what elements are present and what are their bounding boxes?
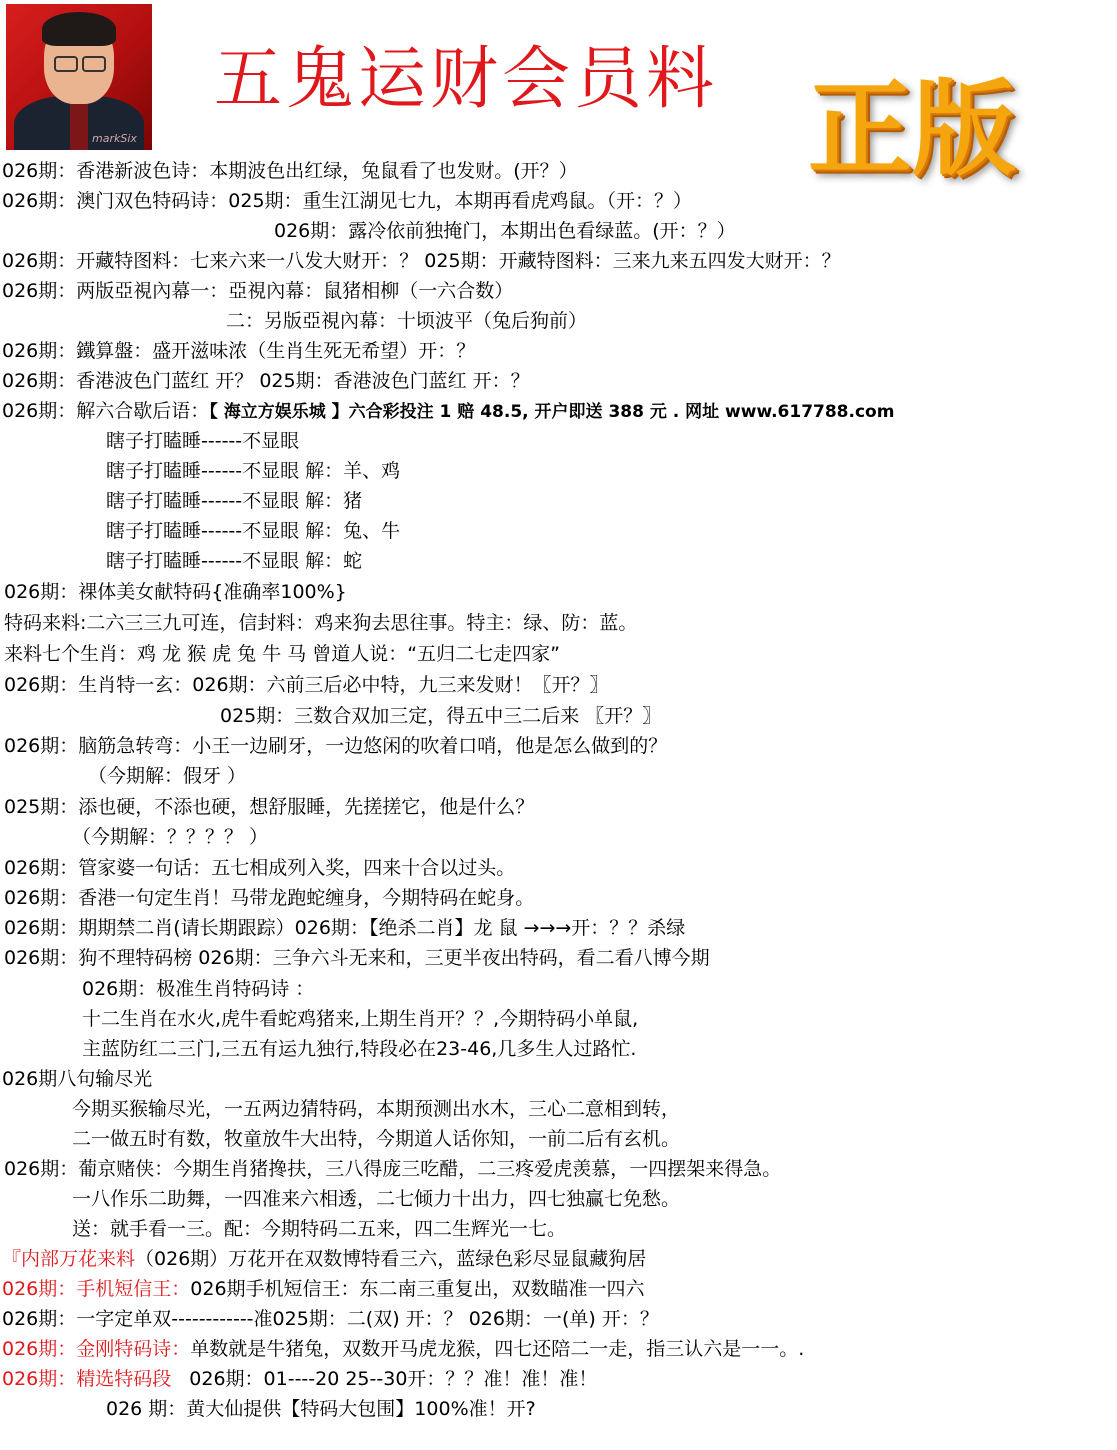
text-line: 026期：裸体美女献特码{准确率100%}	[4, 581, 347, 603]
text-line: 026期：生肖特一玄：026期：六前三后必中特，九三来发财！〖开？〗	[4, 674, 609, 696]
text-line: （今期解：？？？？ ）	[72, 826, 269, 848]
red-label: 026期：手机短信王：	[2, 1278, 191, 1300]
text-line: 十二生肖在水火,虎牛看蛇鸡猪来,上期生肖开？？,今期特码小单鼠,	[82, 1008, 639, 1030]
text-line: 来料七个生肖：鸡 龙 猴 虎 兔 牛 马 曾道人说：“五归二七走四家”	[4, 643, 560, 665]
text-line: 026期：露冷依前独掩门，本期出色看绿蓝。(开：？）	[274, 220, 736, 242]
text-line: 026期：鐵算盤：盛开滋味浓（生肖生死无希望）开：？	[2, 340, 476, 362]
text-line: 026期：香港波色门蓝红 开？ 025期：香港波色门蓝红 开：？	[2, 370, 530, 392]
text-line: 026期：狗不理特码榜 026期：三争六斗无来和，三更半夜出特码，看二看八博今期	[4, 947, 710, 969]
text-line	[2, 398, 894, 425]
ad-text: 【 海立方娱乐城 】六合彩投注 1 赔 48.5, 开户即送 388 元 . 网址 www.617788.com	[209, 402, 895, 422]
text-line: 025期：添也硬，不添也硬，想舒服睡，先搓搓它，他是什么？	[4, 796, 535, 818]
text-line: 送：就手看一三。配：今期特码二五来，四二生辉光一七。	[72, 1218, 567, 1240]
text-line: 一八作乐二助舞，一四准来六相透，二七倾力十出力，四七独赢七免愁。	[72, 1188, 681, 1210]
text-line: 026期：极准生肖特码诗 ：	[82, 978, 315, 1000]
text-line: 瞎子打瞌睡------不显眼 解：羊、鸡	[106, 460, 401, 482]
text-line: 026期：两版亞視內幕一：亞視內幕：鼠猪相柳（一六合数）	[2, 280, 514, 302]
text-line	[2, 1336, 804, 1362]
text-line: 026期：脑筋急转弯：小王一边刷牙，一边悠闲的吹着口哨，他是怎么做到的？	[4, 735, 668, 757]
text-line: 瞎子打瞌睡------不显眼 解：兔、牛	[106, 520, 401, 542]
text-line: 026期：管家婆一句话：五七相成列入奖，四来十合以过头。	[4, 857, 516, 879]
text-line-body: 单数就是牛猪兔，双数开马虎龙猴，四七还陪二一走，指三认六是一一。.	[190, 1338, 805, 1360]
photo-glasses-right	[82, 56, 106, 72]
text-line	[2, 1246, 646, 1272]
text-line-body: 026期手机短信王：东二南三重复出，双数瞄准一四六	[190, 1278, 645, 1300]
text-line: 026期：香港新波色诗：本期波色出红绿，兔鼠看了也发财。(开？）	[2, 160, 578, 182]
text-line: 二：另版亞視內幕：十顷波平（兔后狗前）	[226, 310, 588, 332]
red-label: 026期：金刚特码诗：	[2, 1338, 191, 1360]
text-line: 025期：三数合双加三定，得五中三二后来 〖开？〗	[220, 705, 662, 727]
text-line: 026期：开藏特图料：七来六来一八发大财开：？ 025期：开藏特图料：三来九来五四发大财开：？	[2, 250, 841, 272]
text-line	[2, 1276, 645, 1302]
photo-glasses-left	[54, 56, 78, 72]
text-line: 二一做五时有数，牧童放牛大出特，今期道人话你知，一前二后有玄机。	[72, 1128, 681, 1150]
text-line: 026期八句输尽光	[2, 1068, 153, 1090]
text-line-body: 026期：01----20 25--30开：？？准！准！准！	[189, 1368, 598, 1390]
text-line: 瞎子打瞌睡------不显眼	[106, 430, 300, 452]
text-line: 026期：澳门双色特码诗：025期：重生江湖见七九，本期再看虎鸡鼠。（开：？）	[2, 190, 693, 212]
photo-hair	[42, 12, 116, 46]
red-label: 026期：精选特码段	[2, 1368, 172, 1390]
text-line: 026期：一字定单双------------准025期：二(双) 开：？ 026期：一(单) 开：？	[2, 1308, 659, 1330]
page-title: 五鬼运财会员料	[214, 40, 719, 119]
text-line	[2, 1366, 597, 1392]
text-line: 主蓝防红二三门,三五有运九独行,特段必在23-46,几多生人过路忙.	[82, 1038, 637, 1060]
text-line: 026期：香港一句定生肖！马带龙跑蛇缠身，今期特码在蛇身。	[4, 887, 535, 909]
text-line: 特码来料:二六三三九可连，信封料：鸡来狗去思往事。特主：绿、防：蓝。	[4, 612, 638, 634]
text-line: 瞎子打瞌睡------不显眼 解：猪	[106, 490, 363, 512]
photo-watermark: markSix	[92, 132, 137, 145]
red-label: 『内部万花来料	[2, 1248, 136, 1270]
authentic-stamp: 正版	[808, 68, 1017, 190]
text-line-body: （026期）万花开在双数博特看三六，蓝绿色彩尽显鼠藏狗居	[135, 1248, 647, 1270]
text-line: 今期买猴输尽光，一五两边猜特码，本期预测出水木，三心二意相到转，	[72, 1098, 681, 1120]
text-line: 026期：葡京赌侠：今期生肖猪搀扶，三八得庞三吃醋，二三疼爱虎羡慕，一四摆架来得急。	[4, 1158, 782, 1180]
text-line: 026 期：黄大仙提供【特码大包围】100%准！开?	[106, 1398, 536, 1420]
text-line-prefix: 026期：解六合歇后语：	[2, 400, 210, 422]
text-line: 026期：期期禁二肖(请长期跟踪）026期：【绝杀二肖】龙 鼠 →→→开：？？杀绿	[4, 917, 686, 939]
header-photo	[6, 4, 152, 150]
photo-tie	[70, 102, 88, 150]
text-line: （今期解：假牙 ）	[88, 765, 247, 787]
text-line: 瞎子打瞌睡------不显眼 解：蛇	[106, 550, 363, 572]
